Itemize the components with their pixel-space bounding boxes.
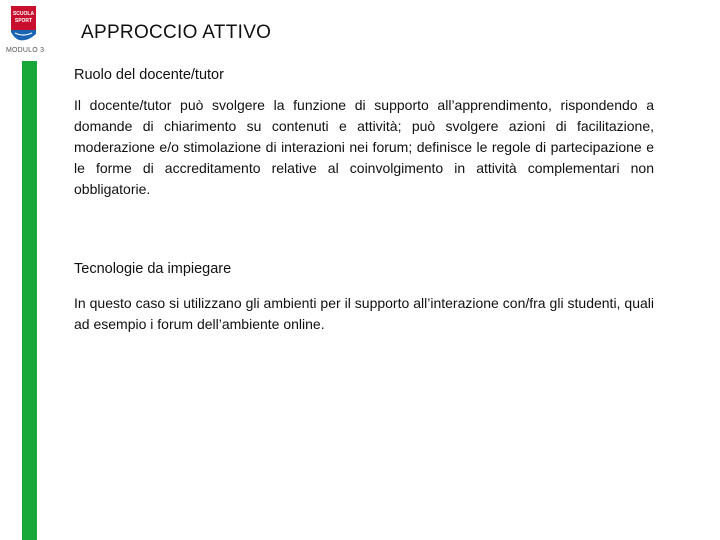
section-body-role: Il docente/tutor può svolgere la funzione di supporto all’apprendimento, rispondendo a domande di chiarimento su contenuti e attività; può svolgere azioni di facilitazione, moderazione e/o stimolazione di interazioni nei forum; definisce le regole di partecipazione e le forme di accreditamento relative al coinvolgimento in attività complementari non obbligatorie. (74, 97, 654, 197)
section-heading-technologies: Tecnologie da impiegare (74, 261, 232, 277)
module-label: MODULO 3 (6, 47, 45, 54)
accent-bar (22, 61, 37, 540)
section-technologies (74, 261, 654, 335)
scuola-sport-logo-icon (11, 6, 36, 42)
section-body-technologies: In questo caso si utilizzano gli ambienti per il supporto all’interazione con/fra gli studenti, quali ad esempio i forum dell’ambiente online. (74, 295, 654, 332)
logo-text-line2: SPORT (14, 18, 33, 24)
logo-text-line1: SCUOLA (12, 11, 35, 17)
page-title: APPROCCIO ATTIVO (81, 22, 272, 43)
section-heading-role: Ruolo del docente/tutor (74, 67, 224, 83)
section-role (74, 67, 654, 200)
scuola-sport-logo (11, 6, 36, 42)
